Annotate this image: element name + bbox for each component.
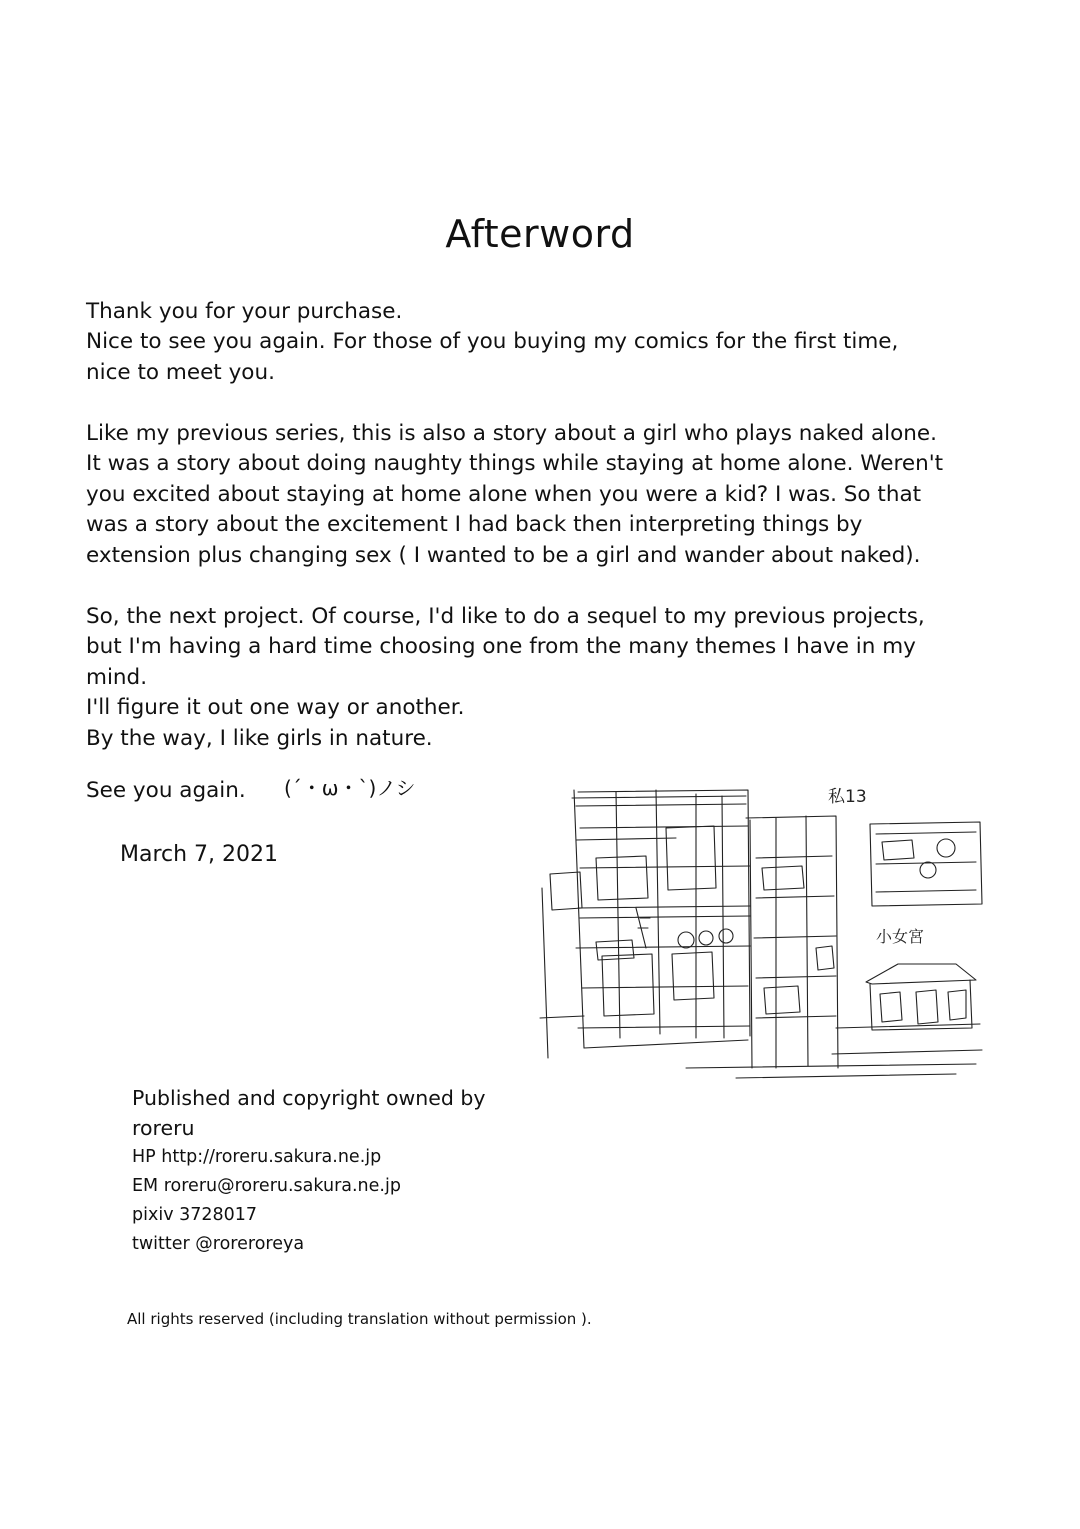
paragraph-line: extension plus changing sex ( I wanted to be a girl and wander about naked).: [86, 542, 921, 568]
sketch-label: 小女宮: [876, 927, 925, 946]
sketch-building-topright: [870, 822, 982, 906]
date: March 7, 2021: [120, 842, 279, 867]
paragraph-thanks: [86, 297, 1026, 388]
sketch-building-left: [540, 790, 750, 1058]
rights-notice: All rights reserved (including translation without permission ).: [127, 1310, 592, 1328]
colophon: [132, 1083, 552, 1259]
colophon-author: roreru: [132, 1116, 195, 1140]
paragraph-line: you excited about staying at home alone when you were a kid? I was. So that: [86, 481, 922, 507]
paragraph-line: I'll figure it out one way or another.: [86, 695, 465, 721]
paragraph-line: By the way, I like girls in nature.: [86, 725, 433, 751]
sketch-building-center: [686, 816, 976, 1078]
paragraph-story: [86, 419, 1026, 571]
paragraph-next-project: [86, 602, 1026, 754]
paragraph-line: Nice to see you again. For those of you buying my comics for the first time,: [86, 329, 899, 355]
colophon-heading: Published and copyright owned by: [132, 1086, 486, 1110]
paragraph-line: mind.: [86, 664, 148, 690]
page-title: Afterword: [445, 212, 635, 256]
paragraph-line: Thank you for your purchase.: [86, 299, 403, 324]
sketch-label: 私13: [828, 787, 867, 807]
closing-greeting: See you again.: [86, 778, 246, 803]
email-link[interactable]: EM roreru@roreru.sakura.ne.jp: [132, 1176, 401, 1196]
homepage-link[interactable]: HP http://roreru.sakura.ne.jp: [132, 1147, 382, 1167]
paragraph-line: Like my previous series, this is also a story about a girl who plays naked alone.: [86, 421, 937, 446]
pixiv-id: pixiv 3728017: [132, 1205, 258, 1225]
building-sketch-icon: [536, 768, 984, 1084]
sketch-house-right: [832, 964, 982, 1054]
kaomoji: (´・ω・`)ノシ: [284, 776, 416, 800]
twitter-handle: twitter @roreroreya: [132, 1234, 305, 1254]
paragraph-line: but I'm having a hard time choosing one from the many themes I have in my: [86, 634, 916, 660]
paragraph-line: It was a story about doing naughty things while staying at home alone. Weren't: [86, 451, 944, 477]
paragraph-line: So, the next project. Of course, I'd like to do a sequel to my previous projects,: [86, 604, 925, 629]
paragraph-line: was a story about the excitement I had back then interpreting things by: [86, 512, 863, 538]
paragraph-line: nice to meet you.: [86, 359, 275, 385]
